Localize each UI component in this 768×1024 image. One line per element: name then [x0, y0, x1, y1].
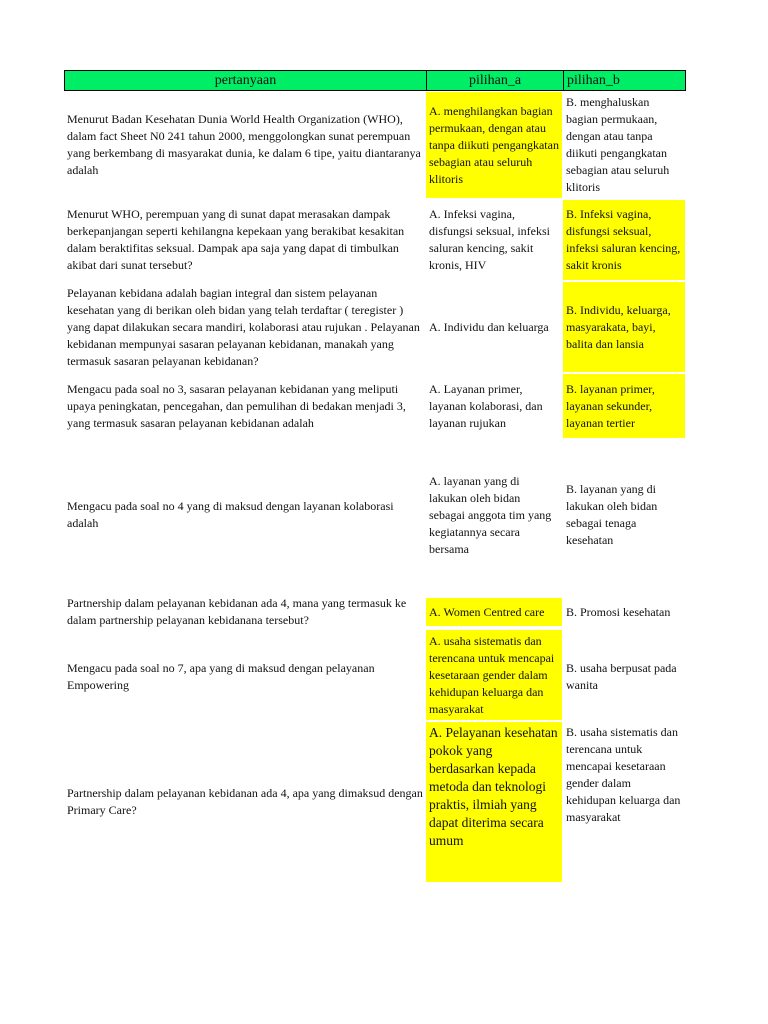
option-a-cell[interactable]: A. usaha sistematis dan terencana untuk mencapai kesetaraan gender dalam kehidupan keluarga dan masyarakat: [426, 630, 562, 720]
question-cell[interactable]: Mengacu pada soal no 7, apa yang di maksud dengan pelayanan Empowering: [67, 661, 375, 692]
option-b-cell[interactable]: B. usaha sistematis dan terencana untuk mencapai kesetaraan gender dalam kehidupan keluarga dan masyarakat: [566, 725, 681, 824]
option-a-cell[interactable]: A. Infeksi vagina, disfungsi seksual, infeksi saluran kencing, sakit kronis, HIV: [429, 207, 550, 272]
question-cell[interactable]: Menurut Badan Kesehatan Dunia World Health Organization (WHO), dalam fact Sheet N0 241 tahun 2000, menggolongkan sunat perempuan yang berkembang di masyarakat dunia, ke dalam 6 tipe, yaitu diantaranya adalah: [67, 112, 421, 177]
option-b-cell[interactable]: B. menghaluskan bagian permukaan, dengan atau tanpa diikuti pengangkatan sebagian atau seluruh klitoris: [566, 95, 670, 194]
option-b-cell[interactable]: B. layanan yang di lakukan oleh bidan sebagai tenaga kesehatan: [566, 482, 658, 547]
header-pilihan-a[interactable]: pilihan_a: [426, 70, 564, 91]
option-b-cell[interactable]: B. layanan primer, layanan sekunder, layanan tertier: [563, 374, 685, 438]
question-cell[interactable]: Partnership dalam pelayanan kebidanan ada 4, mana yang termasuk ke dalam partnership pelayanan kebidanana tersebut?: [67, 596, 407, 627]
option-b-cell[interactable]: B. Individu, keluarga, masyarakata, bayi, balita dan lansia: [563, 282, 685, 372]
option-a-cell[interactable]: A. Pelayanan kesehatan pokok yang berdasarkan kepada metoda dan teknologi praktis, ilmiah yang dapat diterima secara umum: [426, 722, 562, 882]
header-pertanyaan[interactable]: pertanyaan: [64, 70, 427, 91]
option-a-cell[interactable]: A. menghilangkan bagian permukaan, dengan atau tanpa diikuti pengangkatan sebagian atau seluruh klitoris: [426, 92, 562, 198]
option-a-cell[interactable]: A. Layanan primer, layanan kolaborasi, dan layanan rujukan: [429, 381, 543, 430]
option-a-cell[interactable]: A. Individu dan keluarga: [429, 319, 549, 334]
option-b-cell[interactable]: B. usaha berpusat pada wanita: [566, 661, 677, 692]
option-a-cell[interactable]: A. Women Centred care: [426, 598, 562, 626]
question-cell[interactable]: Partnership dalam pelayanan kebidanan ada 4, apa yang dimaksud dengan Primary Care?: [67, 786, 423, 817]
question-cell[interactable]: Mengacu pada soal no 4 yang di maksud dengan layanan kolaborasi adalah: [67, 499, 394, 530]
option-b-cell[interactable]: B. Promosi kesehatan: [566, 604, 671, 619]
question-cell[interactable]: Mengacu pada soal no 3, sasaran pelayanan kebidanan yang meliputi upaya peningkatan, pencegahan, dan pemulihan di bedakan menjadi 3, yang termasuk sasaran pelayanan kebidanan adalah: [67, 381, 406, 430]
question-cell[interactable]: Pelayanan kebidana adalah bagian integral dan sistem pelayanan kesehatan yang di berikan oleh bidan yang telah terdaftar ( teregister ) yang dapat dilakukan secara mandiri, kolaborasi atau rujukan . Pelayanan kebidanan mempunyai sasaran pelayanan kebidanan, manakah yang termasuk sasaran pelayanan kebidanan?: [67, 285, 420, 368]
option-b-cell[interactable]: B. Infeksi vagina, disfungsi seksual, infeksi saluran kencing, sakit kronis: [563, 200, 685, 280]
option-a-cell[interactable]: A. layanan yang di lakukan oleh bidan sebagai anggota tim yang kegiatannya secara bersama: [429, 473, 552, 556]
question-cell[interactable]: Menurut WHO, perempuan yang di sunat dapat merasakan dampak berkepanjangan seperti kehilangna kepekaan yang berakibat kesakitan dalam beraktifitas seksual. Dampak apa saja yang dapat di timbulkan akibat dari sunat tersebut?: [67, 207, 405, 272]
header-pilihan-b[interactable]: pilihan_b: [563, 70, 686, 91]
